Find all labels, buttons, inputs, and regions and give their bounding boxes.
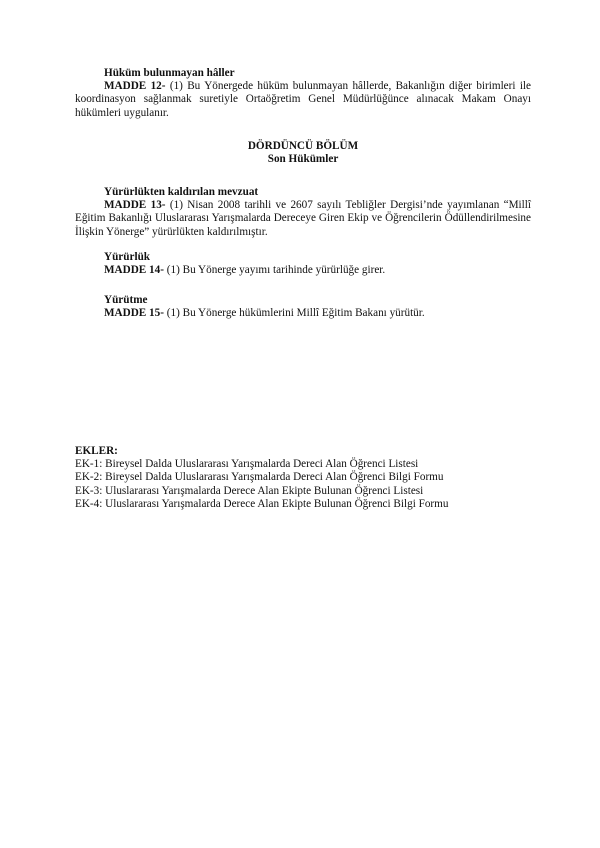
madde-14-label: MADDE 14- — [104, 264, 164, 277]
attachment-item: EK-3: Uluslararası Yarışmalarda Derece Alan Ekipte Bulunan Öğrenci Listesi — [75, 484, 424, 497]
madde-12-text: (1) Bu Yönergede hüküm bulunmayan hâllerde, Bakanlığın diğer birimleri ile koordinasyon sağlanmak suretiyle Ortaöğretim Genel Müdürlüğünce alınacak Makam Onayı hükümleri uygulanır. — [75, 80, 531, 119]
part-4-header — [75, 140, 531, 166]
attachment-item: EK-2: Bireysel Dalda Uluslararası Yarışmalarda Dereci Alan Öğrenci Bilgi Formu — [75, 471, 444, 484]
madde-15-label: MADDE 15- — [104, 307, 164, 320]
section-15-paragraph — [75, 307, 531, 320]
section-14 — [75, 251, 531, 277]
section-13-paragraph — [75, 199, 531, 239]
section-12 — [75, 67, 531, 120]
part-4-subtitle: Son Hükümler — [267, 153, 339, 166]
madde-14-text: (1) Bu Yönerge yayımı tarihinde yürürlüğe girer. — [163, 264, 386, 277]
madde-15-text: (1) Bu Yönerge hükümlerini Millî Eğitim Bakanı yürütür. — [163, 307, 425, 320]
madde-12-label: MADDE 12- — [104, 80, 166, 93]
attachments-title: EKLER: — [75, 445, 118, 457]
section-14-heading: Yürürlük — [104, 251, 151, 263]
madde-13-text: (1) Nisan 2008 tarihli ve 2607 sayılı Tebliğler Dergisi’nde yayımlanan “Millî Eğitim Bakanlığı Uluslararası Yarışmalarda Dereceye Giren Ekip ve Öğrencilerin Ödüllendirilmesine İlişkin Yönerge” yürürlükten kaldırılmıştır. — [75, 199, 531, 238]
section-12-heading: Hüküm bulunmayan hâller — [104, 67, 235, 79]
section-15-heading: Yürütme — [104, 294, 148, 306]
section-14-paragraph — [75, 264, 531, 277]
section-12-paragraph — [75, 80, 531, 120]
section-15 — [75, 294, 531, 320]
section-13 — [75, 186, 531, 239]
attachment-item: EK-1: Bireysel Dalda Uluslararası Yarışmalarda Dereci Alan Öğrenci Listesi — [75, 458, 419, 471]
madde-13-label: MADDE 13- — [104, 199, 166, 212]
section-13-heading: Yürürlükten kaldırılan mevzuat — [104, 186, 259, 198]
attachments-list — [75, 445, 531, 511]
attachment-item: EK-4: Uluslararası Yarışmalarda Derece Alan Ekipte Bulunan Öğrenci Bilgi Formu — [75, 497, 449, 510]
part-4-title: DÖRDÜNCÜ BÖLÜM — [247, 140, 359, 152]
